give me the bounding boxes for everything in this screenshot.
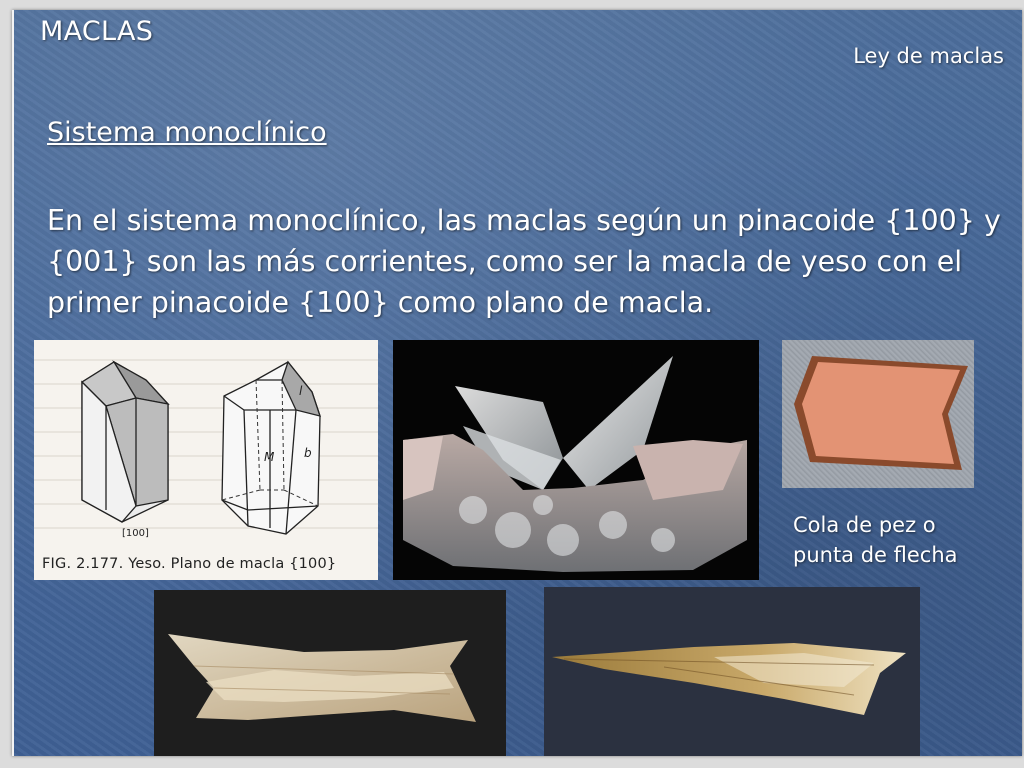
face-label-b: b	[304, 446, 312, 460]
swallowtail-crystal-photo	[154, 590, 506, 756]
axis-label-100: [100]	[122, 528, 149, 539]
side-caption-line1: Cola de pez o	[793, 513, 936, 537]
gypsum-twin-photo	[393, 340, 759, 580]
face-label-l: l	[299, 384, 303, 398]
swallowtail-shape	[782, 340, 974, 488]
gypsum-crystal-drawing	[34, 340, 378, 580]
arrowhead-crystal-shape	[544, 587, 920, 756]
twin-crystal-photo	[393, 340, 759, 580]
slide	[12, 10, 1022, 756]
swallowtail-model-photo	[782, 340, 974, 488]
crystal-diagram-figure	[34, 340, 378, 580]
side-caption-line2: punta de flecha	[793, 543, 958, 567]
figure-caption: FIG. 2.177. Yeso. Plano de macla {100}	[42, 556, 337, 572]
arrowhead-crystal-photo	[544, 587, 920, 756]
subtitle: Sistema monoclínico	[47, 117, 327, 148]
slide-title: MACLAS	[40, 16, 154, 47]
side-caption	[793, 510, 958, 570]
face-label-m: M	[264, 450, 275, 464]
twin-crystal-photo-bottom-left	[154, 590, 506, 756]
body-paragraph: En el sistema monoclínico, las maclas según un pinacoide {100} y {001} son las más corrientes, como ser la macla de yeso con el primer pinacoide {100} como plano de macla.	[47, 204, 1001, 319]
section-label: Ley de maclas	[853, 44, 1004, 68]
